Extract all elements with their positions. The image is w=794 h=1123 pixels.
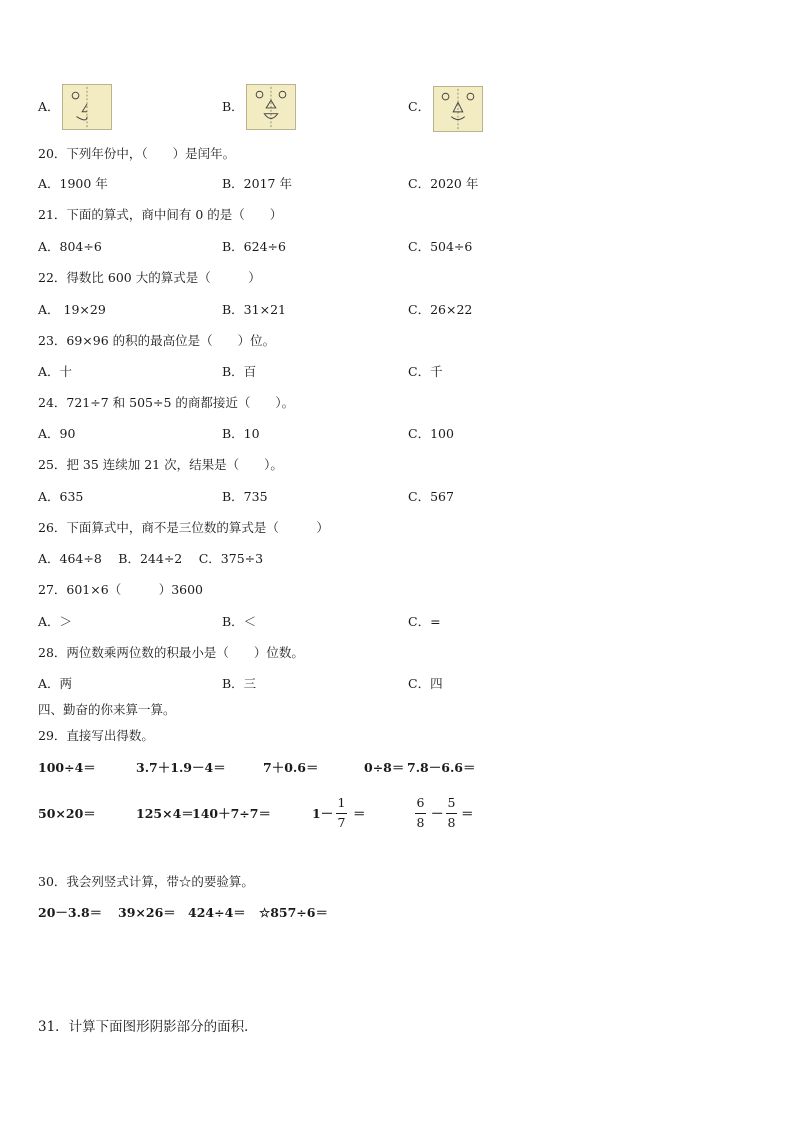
q25-option-a[interactable]: A．635 (38, 489, 84, 504)
q29-expr: 7.8－6.6＝ (407, 760, 476, 775)
q23-option-a[interactable]: A．十 (38, 364, 73, 379)
q28-option-a[interactable]: A．两 (38, 676, 73, 691)
q20-option-a[interactable]: A．1900 年 (38, 176, 108, 191)
q29-expr: 125×4＝ (136, 806, 194, 821)
q19-option-c-label[interactable]: C． (408, 99, 431, 114)
fraction-one-seventh (336, 797, 347, 829)
fraction-six-eighths (415, 797, 426, 829)
q21-option-b[interactable]: B．624÷6 (222, 239, 286, 254)
q25-option-b[interactable]: B．735 (222, 489, 268, 504)
q29-expr: 140＋7÷7＝ (192, 806, 271, 821)
q29-fraction-op: － (431, 806, 444, 821)
q30-item: 39×26＝ (118, 905, 176, 920)
q27-option-b[interactable]: B．＜ (222, 614, 257, 629)
q22-stem: 22．得数比 600 大的算式是（ ） (38, 270, 261, 285)
q19-option-a-label[interactable]: A． (38, 99, 60, 114)
fraction-five-eighths (446, 797, 457, 829)
fraction-denominator: 7 (337, 814, 346, 830)
q19-option-a-image (62, 84, 112, 130)
q23-stem: 23．69×96 的积的最高位是（ ）位。 (38, 333, 276, 348)
q30-item: ☆857÷6＝ (259, 905, 328, 920)
q24-stem: 24．721÷7 和 505÷5 的商都接近（ ）。 (38, 395, 295, 410)
fraction-numerator: 6 (416, 795, 425, 810)
q27-option-a[interactable]: A．＞ (38, 614, 73, 629)
q30-item: 20－3.8＝ (38, 905, 103, 920)
q30-item: 424÷4＝ (188, 905, 246, 920)
q24-option-c[interactable]: C．100 (408, 426, 454, 441)
q19-option-b-label[interactable]: B． (222, 99, 244, 114)
face-figure-a-icon (63, 85, 111, 129)
fraction-numerator: 1 (337, 795, 346, 810)
q20-stem: 20．下列年份中，（ ）是闰年。 (38, 146, 236, 161)
q29-expr: 0÷8＝ (364, 760, 405, 775)
q29-expr: 100÷4＝ (38, 760, 96, 775)
q26-options[interactable]: A．464÷8 B．244÷2 C．375÷3 (38, 551, 264, 566)
q21-option-c[interactable]: C．504÷6 (408, 239, 473, 254)
face-figure-c-icon (434, 87, 482, 131)
q30-stem: 30．我会列竖式计算，带☆的要验算。 (38, 874, 254, 889)
q23-option-c[interactable]: C．千 (408, 364, 443, 379)
q21-stem: 21．下面的算式，商中间有 0 的是（ ） (38, 207, 283, 222)
q27-stem: 27．601×6（ ）3600 (38, 582, 204, 597)
q26-stem: 26．下面算式中，商不是三位数的算式是（ ） (38, 520, 329, 535)
face-figure-b-icon (247, 85, 295, 129)
q20-option-c[interactable]: C．2020 年 (408, 176, 479, 191)
q23-option-b[interactable]: B．百 (222, 364, 257, 379)
q22-option-b[interactable]: B．31×21 (222, 302, 286, 317)
q28-stem: 28．两位数乘两位数的积最小是（ ）位数。 (38, 645, 304, 660)
q29-fraction-expr2-suffix: ＝ (461, 806, 474, 821)
q22-option-c[interactable]: C．26×22 (408, 302, 473, 317)
q21-option-a[interactable]: A．804÷6 (38, 239, 102, 254)
q29-expr: 3.7＋1.9－4＝ (136, 760, 226, 775)
q29-fraction-expr-suffix: ＝ (353, 806, 366, 821)
q25-option-c[interactable]: C．567 (408, 489, 454, 504)
q20-option-b[interactable]: B．2017 年 (222, 176, 292, 191)
q29-expr: 50×20＝ (38, 806, 96, 821)
q19-option-b-image (246, 84, 296, 130)
q19-option-c-image (433, 86, 483, 132)
q31-stem: 31．计算下面图形阴影部分的面积． (38, 1019, 258, 1035)
q28-option-c[interactable]: C．四 (408, 676, 443, 691)
q24-option-a[interactable]: A．90 (38, 426, 76, 441)
q22-option-a[interactable]: A． 19×29 (38, 302, 106, 317)
q24-option-b[interactable]: B．10 (222, 426, 260, 441)
q27-option-c[interactable]: C．= (408, 614, 441, 629)
q29-expr: 7＋0.6＝ (263, 760, 319, 775)
fraction-denominator: 8 (416, 814, 425, 830)
q25-stem: 25．把 35 连续加 21 次，结果是（ ）。 (38, 457, 283, 472)
q29-stem: 29．直接写出得数。 (38, 728, 154, 743)
fraction-numerator: 5 (447, 795, 456, 810)
q28-option-b[interactable]: B．三 (222, 676, 257, 691)
q29-fraction-expr-prefix: 1－ (312, 806, 334, 821)
section-4-heading: 四、勤奋的你来算一算。 (38, 702, 176, 717)
fraction-denominator: 8 (447, 814, 456, 830)
